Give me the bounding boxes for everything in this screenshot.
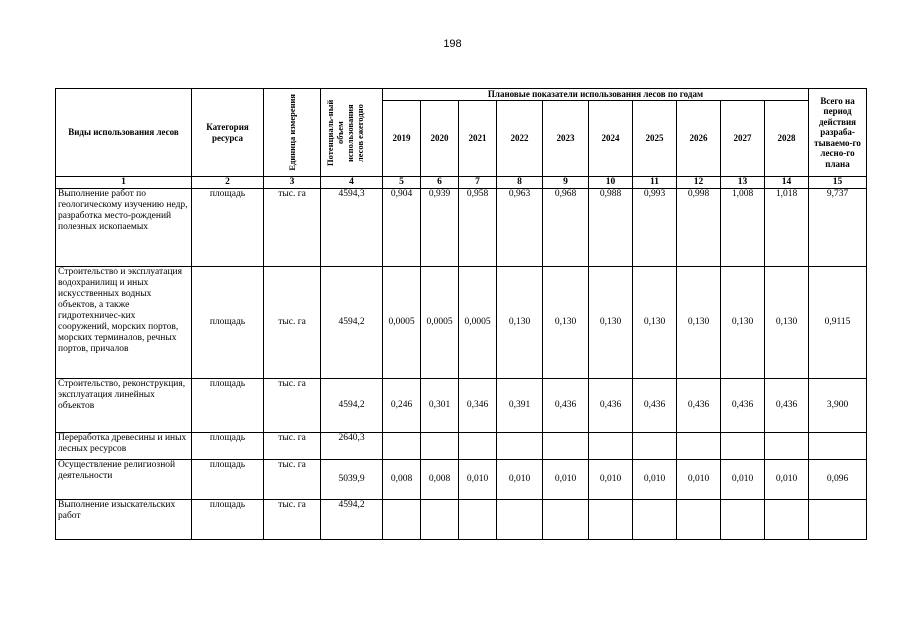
year-value-cell: 0,010: [633, 460, 677, 500]
year-value-cell: 0,130: [633, 267, 677, 379]
table-row: [56, 433, 867, 460]
year-value-cell: 0,301: [421, 379, 459, 433]
use-type-cell: Выполнение работ по геологическому изучению недр, разработка место-рождений полезных ископаемых: [56, 189, 192, 267]
header-use-type: Виды использования лесов: [56, 89, 192, 177]
year-value-cell: [497, 500, 543, 540]
unit-cell: тыс. га: [264, 189, 321, 267]
year-value-cell: [459, 500, 497, 540]
year-value-cell: [421, 433, 459, 460]
year-value-cell: [589, 500, 633, 540]
year-value-cell: [633, 500, 677, 540]
year-value-cell: [677, 500, 721, 540]
header-year: 2023: [543, 101, 589, 177]
use-type-cell: Строительство, реконструкция, эксплуатация линейных объектов: [56, 379, 192, 433]
year-value-cell: 0,010: [721, 460, 765, 500]
year-value-cell: 0,130: [677, 267, 721, 379]
column-number: 14: [765, 177, 809, 189]
year-value-cell: 0,958: [459, 189, 497, 267]
year-value-cell: [589, 433, 633, 460]
potential-cell: 4594,2: [321, 267, 383, 379]
year-value-cell: [543, 433, 589, 460]
year-value-cell: 0,010: [543, 460, 589, 500]
use-type-cell: Строительство и эксплуатация водохранилищ и иных искусственных водных объектов, а также гидротехничес-ких сооружений, морских портов, морских терминалов, речных портов, причалов: [56, 267, 192, 379]
year-value-cell: [459, 433, 497, 460]
year-value-cell: 0,010: [497, 460, 543, 500]
year-value-cell: 1,008: [721, 189, 765, 267]
year-value-cell: 0,904: [383, 189, 421, 267]
year-value-cell: 0,010: [677, 460, 721, 500]
header-year: 2024: [589, 101, 633, 177]
header-total: Всего на период действия разраба-тываемо-го лесно-го плана: [809, 89, 867, 177]
year-value-cell: 0,998: [677, 189, 721, 267]
category-cell: площадь: [192, 460, 264, 500]
unit-cell: тыс. га: [264, 500, 321, 540]
column-number: 3: [264, 177, 321, 189]
year-value-cell: 0,010: [589, 460, 633, 500]
column-number: 15: [809, 177, 867, 189]
year-value-cell: 0,130: [721, 267, 765, 379]
header-plan-group: Плановые показатели использования лесов по годам: [383, 89, 809, 101]
column-number: 13: [721, 177, 765, 189]
year-value-cell: 0,130: [543, 267, 589, 379]
forest-use-table: [55, 88, 867, 540]
year-value-cell: 0,130: [589, 267, 633, 379]
category-cell: площадь: [192, 500, 264, 540]
unit-cell: тыс. га: [264, 379, 321, 433]
year-value-cell: [497, 433, 543, 460]
use-type-cell: Переработка древесины и иных лесных ресурсов: [56, 433, 192, 460]
column-number: 4: [321, 177, 383, 189]
use-type-cell: Выполнение изыскательских работ: [56, 500, 192, 540]
total-cell: 9,737: [809, 189, 867, 267]
year-value-cell: 0,968: [543, 189, 589, 267]
year-value-cell: 0,963: [497, 189, 543, 267]
year-value-cell: [677, 433, 721, 460]
year-value-cell: 0,008: [421, 460, 459, 500]
column-number: 7: [459, 177, 497, 189]
total-cell: [809, 433, 867, 460]
unit-cell: тыс. га: [264, 433, 321, 460]
column-number: 8: [497, 177, 543, 189]
column-number: 9: [543, 177, 589, 189]
column-number: 11: [633, 177, 677, 189]
header-year: 2020: [421, 101, 459, 177]
potential-cell: 2640,3: [321, 433, 383, 460]
header-year: 2021: [459, 101, 497, 177]
header-year: 2019: [383, 101, 421, 177]
category-cell: площадь: [192, 189, 264, 267]
year-value-cell: [383, 433, 421, 460]
year-value-cell: 1,018: [765, 189, 809, 267]
table-row: [56, 460, 867, 500]
year-value-cell: 0,436: [633, 379, 677, 433]
year-value-cell: [765, 500, 809, 540]
category-cell: площадь: [192, 433, 264, 460]
column-number: 1: [56, 177, 192, 189]
header-year: 2026: [677, 101, 721, 177]
potential-cell: 4594,2: [321, 379, 383, 433]
year-value-cell: 0,0005: [459, 267, 497, 379]
year-value-cell: [721, 500, 765, 540]
potential-cell: 5039,9: [321, 460, 383, 500]
year-value-cell: 0,346: [459, 379, 497, 433]
year-value-cell: 0,436: [765, 379, 809, 433]
header-year: 2022: [497, 101, 543, 177]
year-value-cell: 0,436: [589, 379, 633, 433]
column-number: 10: [589, 177, 633, 189]
year-value-cell: 0,993: [633, 189, 677, 267]
year-value-cell: 0,0005: [383, 267, 421, 379]
column-number: 6: [421, 177, 459, 189]
year-value-cell: 0,008: [383, 460, 421, 500]
unit-cell: тыс. га: [264, 460, 321, 500]
year-value-cell: [383, 500, 421, 540]
header-potential: Потенциаль-ный объем использования лесов ежегодно: [321, 89, 383, 177]
year-value-cell: [721, 433, 765, 460]
year-value-cell: 0,010: [765, 460, 809, 500]
header-year: 2028: [765, 101, 809, 177]
unit-cell: тыс. га: [264, 267, 321, 379]
page-number: 198: [443, 38, 462, 50]
year-value-cell: [421, 500, 459, 540]
year-value-cell: 0,246: [383, 379, 421, 433]
table-row: [56, 189, 867, 267]
total-cell: 0,096: [809, 460, 867, 500]
header-unit: Единица измерения: [264, 89, 321, 177]
total-cell: 0,9115: [809, 267, 867, 379]
column-number: 5: [383, 177, 421, 189]
year-value-cell: 0,010: [459, 460, 497, 500]
year-value-cell: 0,391: [497, 379, 543, 433]
potential-cell: 4594,2: [321, 500, 383, 540]
year-value-cell: 0,436: [677, 379, 721, 433]
header-year: 2025: [633, 101, 677, 177]
year-value-cell: 0,130: [765, 267, 809, 379]
header-year: 2027: [721, 101, 765, 177]
column-number: 2: [192, 177, 264, 189]
category-cell: площадь: [192, 379, 264, 433]
column-number: 12: [677, 177, 721, 189]
year-value-cell: 0,436: [721, 379, 765, 433]
table-row: [56, 267, 867, 379]
year-value-cell: [633, 433, 677, 460]
total-cell: 3,900: [809, 379, 867, 433]
year-value-cell: 0,436: [543, 379, 589, 433]
table-row: [56, 500, 867, 540]
year-value-cell: [543, 500, 589, 540]
category-cell: площадь: [192, 267, 264, 379]
year-value-cell: 0,0005: [421, 267, 459, 379]
year-value-cell: 0,130: [497, 267, 543, 379]
table-row: [56, 379, 867, 433]
potential-cell: 4594,3: [321, 189, 383, 267]
use-type-cell: Осуществление религиозной деятельности: [56, 460, 192, 500]
year-value-cell: 0,939: [421, 189, 459, 267]
header-category: Категория ресурса: [192, 89, 264, 177]
year-value-cell: 0,988: [589, 189, 633, 267]
total-cell: [809, 500, 867, 540]
year-value-cell: [765, 433, 809, 460]
